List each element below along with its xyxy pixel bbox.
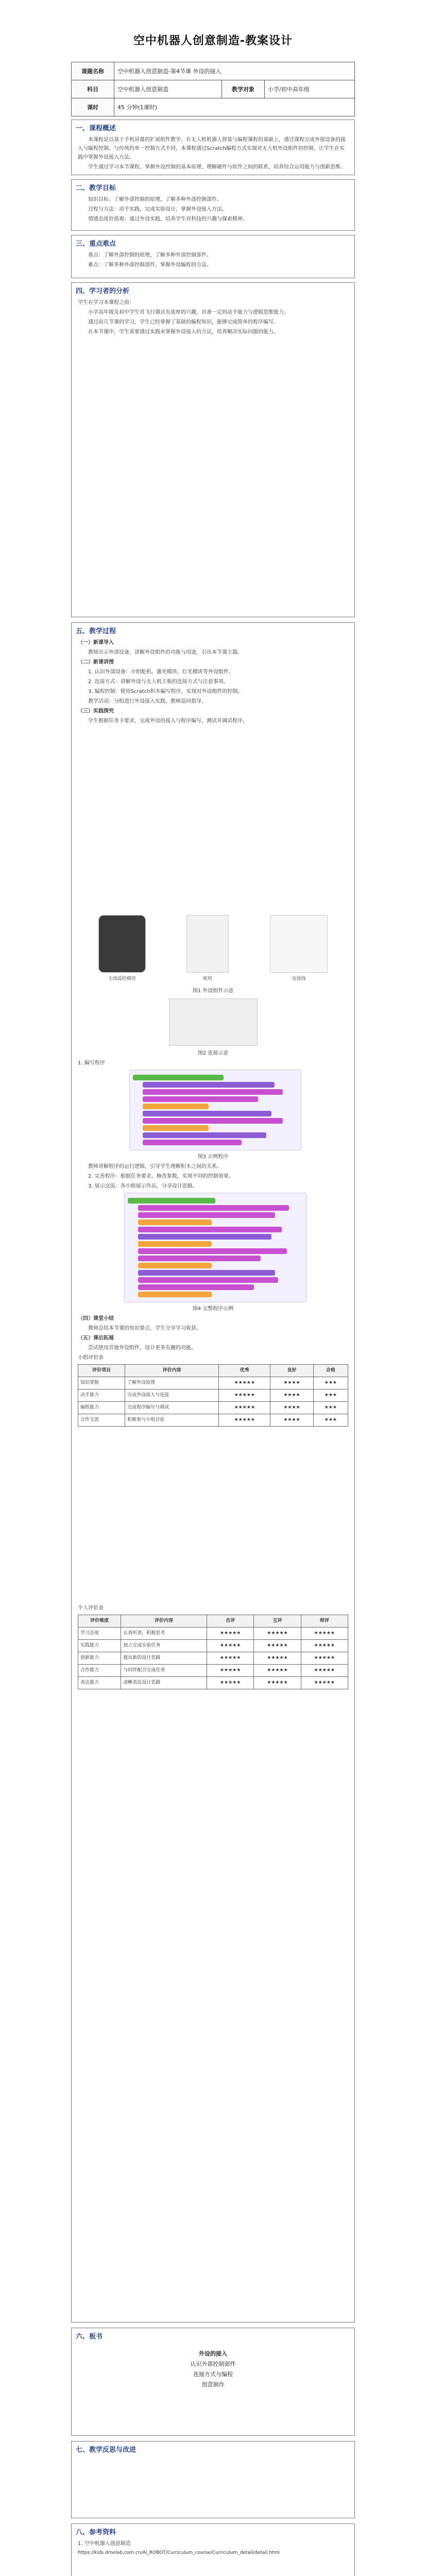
- table-cell: ★★★★★: [219, 1414, 270, 1427]
- paragraph: 3. 展示交流：各小组展示作品，分享设计思路。: [88, 1183, 198, 1189]
- paragraph: 教师总结本节课的知识要点，学生分享学习收获。: [88, 1326, 201, 1331]
- course-label: 课题名称: [72, 62, 114, 80]
- table-header-cell: 合格: [313, 1365, 348, 1377]
- paragraph: 教师讲解程序的运行逻辑，引导学生理解积木之间的关系。: [88, 1164, 222, 1170]
- subheading: （二）新课讲授: [78, 659, 114, 665]
- table-cell: ★★★★★: [207, 1640, 253, 1652]
- section-references: [71, 2523, 355, 2576]
- code-block: [143, 1132, 266, 1138]
- table-cell: ★★★★★: [301, 1665, 348, 1677]
- code-block: [138, 1241, 212, 1247]
- table-cell: ★★★★: [270, 1414, 314, 1427]
- figure-caption: 图3 示例程序: [197, 1154, 229, 1160]
- code-block: [143, 1104, 209, 1109]
- table-cell: ★★★★★: [254, 1640, 301, 1652]
- subject-value: 空中机器人创意制造: [114, 80, 222, 98]
- figure-cable: [270, 915, 328, 984]
- blackboard-line: 外设的接入: [199, 2350, 227, 2357]
- section-reflection: [71, 2441, 355, 2518]
- paragraph: 本课程是以基于手机屏幕的扩展组件教学，在无人机机器人拼装与编程课程的基础上，通过课程完成外接设备的接入与编程控制。与传统的单一控制方式不同，本课程通过Scratch编程方式实现对无人机外设组件的控制，让学生在实践中掌握外设接入方法。: [78, 137, 346, 160]
- table-cell: 与同伴配合完成任务: [121, 1665, 207, 1677]
- table-cell: 合作能力: [78, 1665, 121, 1677]
- blackboard-line: 创意制作: [201, 2381, 225, 2388]
- paragraph: 2. 连接方式：讲解外设与无人机主板的连接方式与注意事项。: [88, 679, 229, 685]
- code-figure-3: [129, 1070, 301, 1150]
- table-cell: ★★★: [313, 1414, 348, 1427]
- paragraph: 学生通过学习本节课程，掌握外设控制的基本原理，理解硬件与软件之间的联系，培养综合运用能力与创新思维。: [88, 164, 346, 170]
- table-cell: 创新能力: [78, 1652, 121, 1665]
- code-block: [138, 1248, 287, 1254]
- table-cell: 实践能力: [78, 1640, 121, 1652]
- subheading: （五）课后拓展: [78, 1335, 114, 1341]
- section-learners: [71, 282, 355, 617]
- figure-caption: 图4 完整程序示例: [192, 1306, 234, 1312]
- paragraph: 3. 编程控制：使用Scratch积木编写程序，实现对外设组件的控制。: [88, 689, 243, 694]
- table-cell: ★★★★★: [254, 1652, 301, 1665]
- table-cell: ★★★★★: [219, 1402, 270, 1414]
- table-cell: 积极参与小组讨论: [125, 1414, 219, 1427]
- paragraph: 难点：了解多种外部控制部件，掌握外设编程的方法。: [88, 262, 212, 268]
- code-block: [138, 1205, 288, 1211]
- section-body: [78, 298, 348, 337]
- figure-2-row: [78, 998, 348, 1046]
- section-heading: 三、重点难点: [76, 240, 116, 248]
- section-blackboard: [71, 2328, 355, 2436]
- figure-caption: 图1 外设组件示意: [192, 988, 234, 994]
- paragraph: 重点：了解外部控制的原理，了解多种外部控制部件。: [88, 252, 212, 258]
- table-cell: ★★★★★: [207, 1665, 253, 1677]
- reference-item: 1. 空中机器人创意制造: [78, 2541, 131, 2547]
- table-cell: 完成外设接入与连接: [125, 1389, 219, 1402]
- table-row: [78, 1640, 348, 1652]
- code-block: [138, 1284, 253, 1290]
- code-block: [143, 1118, 283, 1124]
- hours-value: 45 分钟(1课时): [114, 98, 355, 116]
- subject-label: 科目: [72, 80, 114, 98]
- code-block: [138, 1270, 275, 1276]
- connection-image: [169, 998, 258, 1046]
- table-title: 小组评价表: [78, 1355, 104, 1361]
- subheading: （一）新课导入: [78, 640, 114, 646]
- paragraph: 小学高年级及初中学生对飞行器具有浓厚的兴趣，具备一定的动手能力与逻辑思维能力。: [88, 310, 289, 315]
- figure-connection: [169, 998, 258, 1046]
- code-block: [138, 1256, 261, 1261]
- page-title: 空中机器人创意制造-教案设计: [133, 35, 293, 47]
- table-row: [78, 1377, 348, 1389]
- blackboard-line: 连接方式与编程: [193, 2371, 233, 2378]
- table-cell: ★★★★★: [301, 1652, 348, 1665]
- paragraph: 1. 认识外部设备：介绍舵机、激光模块、灯光模块等外设组件。: [88, 669, 234, 675]
- table-cell: ★★★★: [270, 1377, 314, 1389]
- code-block: [128, 1198, 215, 1204]
- code-block: [138, 1227, 282, 1232]
- section-heading: 七、教学反思与改进: [76, 2446, 137, 2454]
- table-header-row: [78, 1615, 348, 1628]
- table-header-cell: 互评: [254, 1615, 301, 1628]
- table-cell: 认真听讲，积极思考: [121, 1628, 207, 1640]
- section-body: [78, 638, 348, 1691]
- paragraph: 尝试使用其他外设组件，设计更多有趣的功能。: [88, 1345, 196, 1351]
- code-block: [138, 1263, 212, 1268]
- grade-value: 小学/初中高年级: [265, 80, 355, 98]
- paragraph: 过程与方法：动手实践，完成实验设计，掌握外设接入方法。: [88, 207, 227, 212]
- table-cell: ★★★★: [270, 1389, 314, 1402]
- paragraph: 在本节课中，学生需要通过实践来掌握外设接入的方法，培养解决实际问题的能力。: [88, 329, 279, 335]
- table-cell: 学习态度: [78, 1628, 121, 1640]
- paragraph: 通过前几节课的学习，学生已经掌握了基础的编程知识，能够完成简单的程序编写。: [88, 319, 279, 325]
- table-row: [78, 1402, 348, 1414]
- blackboard-line: 认识外部控制部件: [190, 2361, 236, 2367]
- table-cell: 动手能力: [78, 1389, 125, 1402]
- table-cell: 独立完成实验任务: [121, 1640, 207, 1652]
- grade-label: 教学对象: [222, 80, 265, 98]
- table-cell: ★★★★★: [301, 1640, 348, 1652]
- section-overview: [71, 120, 355, 175]
- figure-caption: 舵机: [203, 976, 213, 981]
- code-block: [138, 1292, 212, 1297]
- table-header-cell: 评价内容: [125, 1365, 219, 1377]
- code-block: [133, 1075, 224, 1080]
- code-block: [143, 1082, 275, 1088]
- group-evaluation-table: [78, 1364, 348, 1427]
- paragraph: 2. 完善程序：根据任务要求，修改参数，实现不同的控制效果。: [88, 1174, 234, 1179]
- section-heading: 四、学习者的分析: [76, 287, 130, 295]
- table-cell: 知识掌握: [78, 1377, 125, 1389]
- references-body: [78, 2539, 348, 2557]
- blackboard-body: [78, 2349, 348, 2390]
- table-cell: 表达能力: [78, 1677, 121, 1689]
- table-header-cell: 自评: [207, 1615, 253, 1628]
- table-header-cell: 评价项目: [78, 1365, 125, 1377]
- code-figure-4: [124, 1193, 306, 1302]
- table-cell: ★★★★★: [207, 1628, 253, 1640]
- table-cell: ★★★★★: [254, 1677, 301, 1689]
- table-cell: ★★★★: [270, 1402, 314, 1414]
- table-cell: ★★★★★: [207, 1677, 253, 1689]
- table-cell: ★★★: [313, 1389, 348, 1402]
- table-cell: 编程能力: [78, 1402, 125, 1414]
- section-heading: 一、课程概述: [76, 125, 116, 132]
- code-block: [138, 1212, 275, 1218]
- hours-label: 课时: [72, 98, 114, 116]
- figure-caption: 连接线: [292, 976, 306, 981]
- table-header-cell: 评价内容: [121, 1615, 207, 1628]
- paragraph: 教师出示外部设备，讲解外设组件的功能与用途，引出本节课主题。: [88, 650, 243, 655]
- table-cell: 完成程序编写与调试: [125, 1402, 219, 1414]
- subheading: （四）课堂小结: [78, 1316, 114, 1321]
- table-row: [78, 1665, 348, 1677]
- table-title: 个人评价表: [78, 1605, 104, 1611]
- code-block: [143, 1125, 209, 1131]
- section-body: [78, 195, 348, 225]
- table-row: [78, 1414, 348, 1427]
- section-goals: [71, 179, 355, 231]
- figure-caption: 无线遥控模块: [108, 976, 136, 981]
- table-cell: ★★★★★: [207, 1652, 253, 1665]
- code-block: [138, 1277, 278, 1283]
- section-key-points: [71, 235, 355, 278]
- table-cell: ★★★★★: [301, 1628, 348, 1640]
- step-label: 1. 编写程序: [78, 1060, 105, 1066]
- table-header-cell: 师评: [301, 1615, 348, 1628]
- section-process: [71, 622, 355, 2323]
- section-body: [78, 251, 348, 270]
- section-heading: 八、参考资料: [76, 2529, 116, 2536]
- table-cell: 了解外设原理: [125, 1377, 219, 1389]
- paragraph: 情感态度价值观：通过外设实践，培养学生对科技的兴趣与探索精神。: [88, 216, 248, 222]
- code-block: [143, 1111, 271, 1116]
- code-block: [143, 1140, 242, 1145]
- figure-servo: [186, 915, 229, 984]
- individual-evaluation-table: [78, 1615, 348, 1689]
- table-cell: ★★★★★: [219, 1377, 270, 1389]
- servo-image: [186, 915, 229, 973]
- table-header-cell: 良好: [270, 1365, 314, 1377]
- course-info-table: [71, 62, 355, 116]
- course-value: 空中机器人创意制造-第4节课 外设的接入: [114, 62, 355, 80]
- table-cell: ★★★★★: [254, 1665, 301, 1677]
- table-cell: 合作交流: [78, 1414, 125, 1427]
- table-row: [78, 1389, 348, 1402]
- remote-module-image: [98, 915, 146, 973]
- table-cell: ★★★★★: [219, 1389, 270, 1402]
- section-heading: 五、教学过程: [76, 628, 116, 635]
- table-row: [78, 1677, 348, 1689]
- paragraph: 学生根据任务卡要求，完成外设的接入与程序编写，测试并调试程序。: [88, 718, 248, 724]
- code-block: [143, 1096, 258, 1102]
- section-body: [78, 135, 348, 173]
- table-cell: 提出新的设计思路: [121, 1652, 207, 1665]
- code-block: [143, 1089, 283, 1095]
- table-cell: ★★★★★: [301, 1677, 348, 1689]
- table-header-row: [78, 1365, 348, 1377]
- table-header-cell: 评价维度: [78, 1615, 121, 1628]
- paragraph: 知识目标：了解外部控制的原理，了解多种外部控制部件。: [88, 197, 222, 202]
- table-row: [78, 1628, 348, 1640]
- subheading: （三）实践探究: [78, 708, 114, 714]
- table-row: [78, 1652, 348, 1665]
- cable-image: [270, 915, 328, 973]
- figure-remote: [98, 915, 146, 984]
- figure-1-row: [78, 915, 348, 984]
- table-header-cell: 优秀: [219, 1365, 270, 1377]
- section-heading: 二、教学目标: [76, 184, 116, 192]
- table-cell: ★★★: [313, 1377, 348, 1389]
- table-cell: 清晰表达设计思路: [121, 1677, 207, 1689]
- paragraph: 学生在学习本课程之前：: [78, 300, 134, 306]
- table-cell: ★★★: [313, 1402, 348, 1414]
- code-block: [138, 1234, 271, 1240]
- table-cell: ★★★★★: [254, 1628, 301, 1640]
- figure-caption: 图2 连接示意: [197, 1050, 229, 1056]
- reference-url: https://kids.dmelab.com.cn/AI_ROBOT/Curriculum_course/Curriculum_detail/detail.html: [78, 2550, 280, 2555]
- section-heading: 六、板书: [76, 2333, 103, 2341]
- code-block: [138, 1219, 212, 1225]
- paragraph: 教学活动：分组进行外设接入实践，教师巡回指导。: [88, 699, 207, 704]
